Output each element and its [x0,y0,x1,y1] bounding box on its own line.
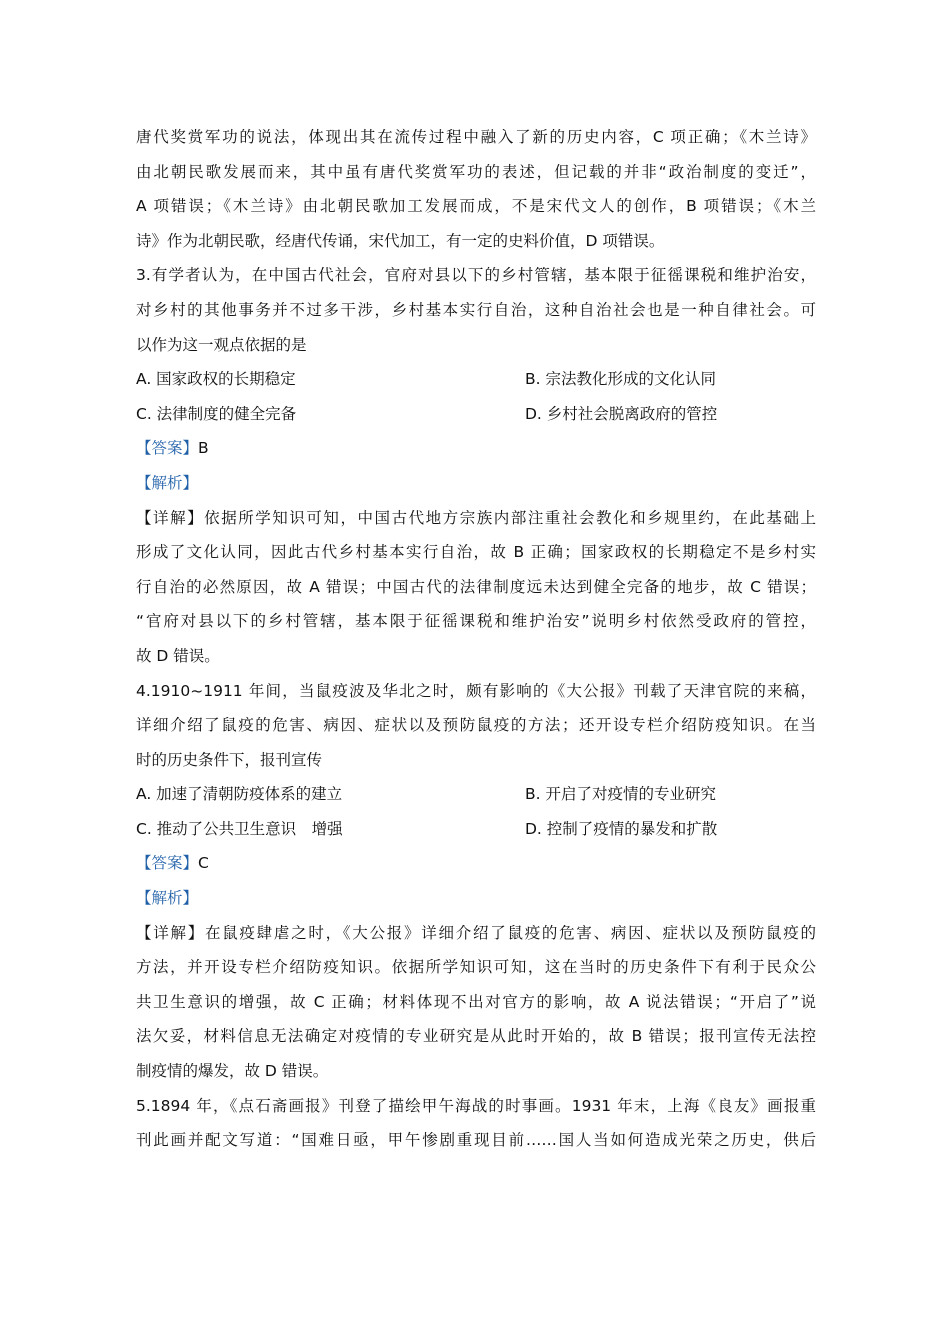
detail-line: 制疫情的爆发，故 D 错误。 [136,1062,329,1081]
options-row [136,777,816,812]
detail-line [136,501,816,536]
options-row [136,362,816,397]
question-stem-line: 对乡村的其他事务并不过多干涉，乡村基本实行自治，这种自治社会也是一种自律社会。可 [136,300,816,319]
option-b: B. 开启了对疫情的专业研究 [525,785,716,804]
answer-line [136,846,816,881]
analysis-line [136,881,816,916]
detail-line: 故 D 错误。 [136,646,220,665]
detail-text: 依据所学知识可知，中国古代地方宗族内部注重社会教化和乡规里约，在此基础上 [204,508,816,527]
intro-paragraph [136,120,816,258]
detail-line: “官府对县以下的乡村管辖，基本限于征徭课税和维护治安”说明乡村依然受政府的管控， [136,612,816,631]
options-row [136,397,816,432]
analysis-tag: 【解析】 [136,889,199,908]
option-d: D. 乡村社会脱离政府的管控 [525,404,718,423]
detail-tag: 【详解】 [136,508,205,527]
detail-line: 行自治的必然原因，故 A 错误；中国古代的法律制度远未达到健全完备的地步，故 C 错误； [136,577,816,596]
document-page [136,120,816,1158]
detail-line: 方法，并开设专栏介绍防疫知识。依据所学知识可知，这在当时的历史条件下有利于民众公 [136,958,816,977]
analysis-line [136,466,816,501]
question-4 [136,674,816,1089]
question-stem-line: 以作为这一观点依据的是 [136,335,307,354]
answer-tag: 【答案】 [136,854,199,873]
detail-line: 共卫生意识的增强，故 C 正确；材料体现不出对官方的影响，故 A 说法错误；“开启了”说 [136,992,816,1011]
text-line: 由北朝民歌发展而来，其中虽有唐代奖赏军功的表述，但记载的并非“政治制度的变迁”， [136,162,816,181]
question-3 [136,258,816,673]
option-c: C. 推动了公共卫生意识 增强 [136,819,343,838]
detail-line [136,916,816,951]
text-line: A 项错误；《木兰诗》由北朝民歌加工发展而成，不是宋代文人的创作，B 项错误；《木兰 [136,197,816,216]
answer-tag: 【答案】 [136,439,199,458]
question-stem-line: 时的历史条件下，报刊宣传 [136,750,323,769]
question-stem-line: 详细介绍了鼠疫的危害、病因、症状以及预防鼠疫的方法；还开设专栏介绍防疫知识。在当 [136,716,816,735]
text-line: 唐代奖赏军功的说法，体现出其在流传过程中融入了新的历史内容，C 项正确；《木兰诗》 [136,128,816,146]
option-c: C. 法律制度的健全完备 [136,404,297,423]
answer-value: C [198,854,209,873]
question-5 [136,1089,816,1158]
answer-line [136,431,816,466]
analysis-tag: 【解析】 [136,473,199,492]
options-row [136,812,816,847]
question-stem-line: 3.有学者认为，在中国古代社会，官府对县以下的乡村管辖，基本限于征徭课税和维护治安， [136,266,816,285]
text-line: 诗》作为北朝民歌，经唐代传诵，宋代加工，有一定的史料价值，D 项错误。 [136,231,665,250]
question-stem-line: 5.1894 年，《点石斋画报》刊登了描绘甲午海战的时事画。1931 年末，上海《良友》画报重 [136,1096,816,1115]
detail-tag: 【详解】 [136,923,205,942]
option-b: B. 宗法教化形成的文化认同 [525,370,716,389]
detail-text: 在鼠疫肆虐之时，《大公报》详细介绍了鼠疫的危害、病因、症状以及预防鼠疫的 [204,923,816,942]
option-a: A. 加速了清朝防疫体系的建立 [136,785,343,804]
question-stem-line: 4.1910~1911 年间，当鼠疫波及华北之时，颇有影响的《大公报》刊载了天津官院的来稿， [136,681,816,700]
question-stem-line: 刊此画并配文写道：“国难日亟，甲午惨剧重现目前……国人当如何造成光荣之历史，供后 [136,1131,816,1150]
detail-line: 形成了文化认同，因此古代乡村基本实行自治，故 B 正确；国家政权的长期稳定不是乡村实 [136,543,816,562]
option-a: A. 国家政权的长期稳定 [136,370,296,389]
detail-line: 法欠妥，材料信息无法确定对疫情的专业研究是从此时开始的，故 B 错误；报刊宣传无法控 [136,1027,816,1046]
answer-value: B [198,439,209,458]
option-d: D. 控制了疫情的暴发和扩散 [525,819,718,838]
